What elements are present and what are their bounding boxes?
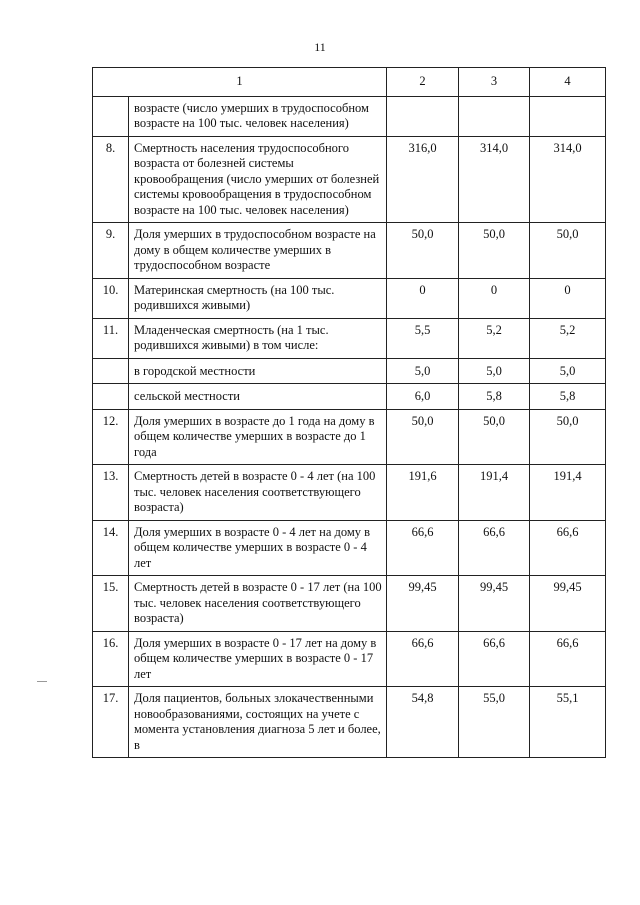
indicators-table <box>92 67 606 758</box>
value-col-4: 5,8 <box>530 384 606 410</box>
value-col-2: 191,6 <box>387 465 459 521</box>
indicator-name: Доля умерших в возрасте до 1 года на дому в общем количестве умерших в возрасте до 1 года <box>129 409 387 465</box>
indicator-name: сельской местности <box>129 384 387 410</box>
indicator-name: Смертность населения трудоспособного возраста от болезней системы кровообращения (число умерших от болезней системы кровообращения в трудоспособном возрасте на 100 тыс. человек населения) <box>129 136 387 223</box>
value-col-2 <box>387 96 459 136</box>
value-col-4: 314,0 <box>530 136 606 223</box>
page-number: 11 <box>314 40 326 54</box>
value-col-3: 50,0 <box>459 409 530 465</box>
value-col-4: 50,0 <box>530 409 606 465</box>
indicator-name: возрасте (число умерших в трудоспособном возрасте на 100 тыс. человек населения) <box>129 96 387 136</box>
value-col-2: 5,0 <box>387 358 459 384</box>
row-number: 10. <box>93 278 129 318</box>
value-col-4: 66,6 <box>530 520 606 576</box>
value-col-2: 54,8 <box>387 687 459 758</box>
value-col-4: 5,0 <box>530 358 606 384</box>
table-row <box>93 136 606 223</box>
row-number: 9. <box>93 223 129 279</box>
value-col-2: 66,6 <box>387 520 459 576</box>
value-col-3: 314,0 <box>459 136 530 223</box>
value-col-2: 5,5 <box>387 318 459 358</box>
value-col-2: 316,0 <box>387 136 459 223</box>
indicator-name: Доля умерших в возрасте 0 - 17 лет на дому в общем количестве умерших в возрасте 0 - 17 лет <box>129 631 387 687</box>
indicator-name: Смертность детей в возрасте 0 - 4 лет (на 100 тыс. человек населения соответствующего возраста) <box>129 465 387 521</box>
table-row <box>93 384 606 410</box>
indicator-name: Доля умерших в трудоспособном возрасте на дому в общем количестве умерших в трудоспособном возрасте <box>129 223 387 279</box>
table-header-row <box>93 68 606 97</box>
table-row <box>93 520 606 576</box>
value-col-4: 0 <box>530 278 606 318</box>
row-number: 13. <box>93 465 129 521</box>
value-col-3: 50,0 <box>459 223 530 279</box>
row-number <box>93 96 129 136</box>
value-col-4: 66,6 <box>530 631 606 687</box>
indicator-name: Смертность детей в возрасте 0 - 17 лет (на 100 тыс. человек населения соответствующего возраста) <box>129 576 387 632</box>
header-col-3: 3 <box>459 68 530 97</box>
value-col-3: 0 <box>459 278 530 318</box>
indicator-name: Доля пациентов, больных злокачественными новообразованиями, состоящих на учете с момента установления диагноза 5 лет и более, в <box>129 687 387 758</box>
value-col-4: 55,1 <box>530 687 606 758</box>
table-row <box>93 687 606 758</box>
row-number: 17. <box>93 687 129 758</box>
indicator-name: в городской местности <box>129 358 387 384</box>
value-col-3: 5,8 <box>459 384 530 410</box>
header-col-2: 2 <box>387 68 459 97</box>
header-col-4: 4 <box>530 68 606 97</box>
value-col-2: 6,0 <box>387 384 459 410</box>
value-col-3: 99,45 <box>459 576 530 632</box>
row-number: 14. <box>93 520 129 576</box>
row-number: 15. <box>93 576 129 632</box>
table-row <box>93 631 606 687</box>
value-col-4 <box>530 96 606 136</box>
margin-mark <box>37 681 47 682</box>
value-col-4: 99,45 <box>530 576 606 632</box>
value-col-4: 5,2 <box>530 318 606 358</box>
value-col-3: 66,6 <box>459 631 530 687</box>
row-number: 12. <box>93 409 129 465</box>
row-number: 11. <box>93 318 129 358</box>
value-col-2: 50,0 <box>387 409 459 465</box>
table-row <box>93 96 606 136</box>
value-col-2: 50,0 <box>387 223 459 279</box>
value-col-2: 99,45 <box>387 576 459 632</box>
value-col-3: 5,0 <box>459 358 530 384</box>
value-col-3: 5,2 <box>459 318 530 358</box>
table-row <box>93 318 606 358</box>
table-row <box>93 576 606 632</box>
table-row <box>93 223 606 279</box>
value-col-3: 66,6 <box>459 520 530 576</box>
indicator-name: Доля умерших в возрасте 0 - 4 лет на дому в общем количестве умерших в возрасте 0 - 4 лет <box>129 520 387 576</box>
row-number <box>93 384 129 410</box>
value-col-3: 191,4 <box>459 465 530 521</box>
value-col-3: 55,0 <box>459 687 530 758</box>
value-col-3 <box>459 96 530 136</box>
value-col-4: 191,4 <box>530 465 606 521</box>
indicator-name: Младенческая смертность (на 1 тыс. родившихся живыми) в том числе: <box>129 318 387 358</box>
value-col-2: 0 <box>387 278 459 318</box>
row-number: 8. <box>93 136 129 223</box>
table-row <box>93 465 606 521</box>
indicator-name: Материнская смертность (на 100 тыс. родившихся живыми) <box>129 278 387 318</box>
value-col-2: 66,6 <box>387 631 459 687</box>
table-row <box>93 409 606 465</box>
row-number <box>93 358 129 384</box>
header-col-1: 1 <box>93 68 387 97</box>
table-row <box>93 358 606 384</box>
table-row <box>93 278 606 318</box>
row-number: 16. <box>93 631 129 687</box>
value-col-4: 50,0 <box>530 223 606 279</box>
